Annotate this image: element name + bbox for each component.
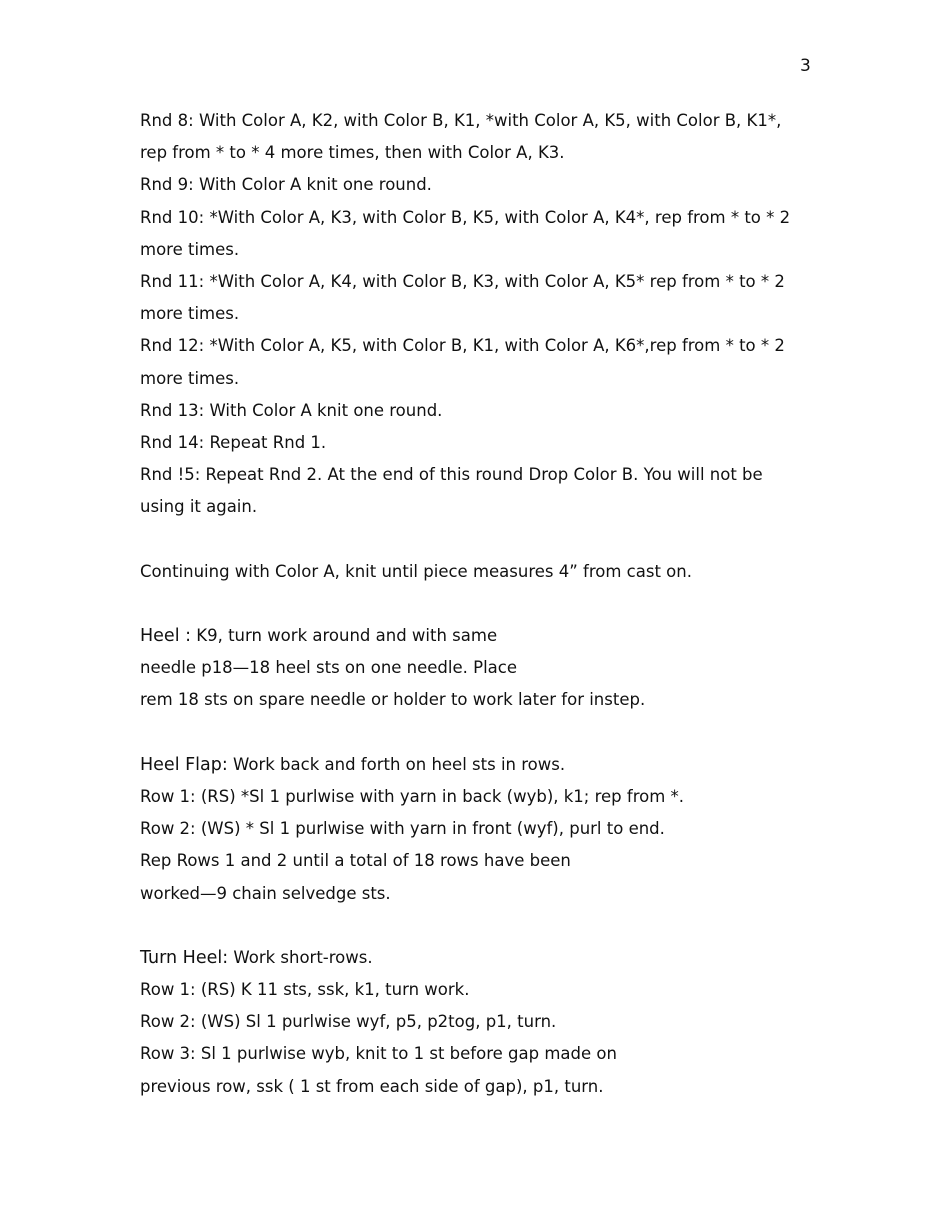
text-line: Row 3: Sl 1 purlwise wyb, knit to 1 st before gap made on	[140, 1044, 617, 1064]
text-line: Rnd 11: *With Color A, K4, with Color B, K3, with Color A, K5* rep from * to * 2	[140, 271, 785, 291]
heel-flap-label: Heel Flap:	[140, 754, 228, 775]
page-number: 3	[800, 56, 811, 76]
text-line: needle p18—18 heel sts on one needle. Place	[140, 658, 517, 678]
text-line: Rep Rows 1 and 2 until a total of 18 rows have been	[140, 851, 571, 871]
turn-heel-label: Turn Heel:	[140, 947, 229, 968]
text-line: rem 18 sts on spare needle or holder to work later for instep.	[140, 690, 646, 710]
section-heading-line	[140, 942, 810, 974]
turn-heel-section	[140, 942, 810, 1103]
paragraph-spacer	[140, 523, 810, 555]
heel-flap-section	[140, 749, 810, 910]
text-line: Rnd 8: With Color A, K2, with Color B, K1, *with Color A, K5, with Color B, K1*,	[140, 111, 782, 130]
text-span: Work short-rows.	[228, 947, 373, 967]
text-line: Row 2: (WS) * Sl 1 purlwise with yarn in front (wyf), purl to end.	[140, 819, 665, 839]
text-line: rep from * to * 4 more times, then with Color A, K3.	[140, 143, 565, 163]
continuing-section	[140, 556, 810, 588]
paragraph-spacer	[140, 910, 810, 942]
text-line: worked—9 chain selvedge sts.	[140, 883, 391, 903]
document-body	[140, 105, 810, 1103]
paragraph-spacer	[140, 588, 810, 620]
text-line: using it again.	[140, 497, 258, 517]
text-line: Rnd 10: *With Color A, K3, with Color B, K5, with Color A, K4*, rep from * to * 2	[140, 207, 791, 227]
paragraph-spacer	[140, 717, 810, 749]
heel-label: Heel :	[140, 626, 192, 646]
text-span: K9, turn work around and with same	[191, 626, 498, 645]
text-line: Rnd 9: With Color A knit one round.	[140, 175, 432, 195]
text-line: Rnd 13: With Color A knit one round.	[140, 400, 443, 420]
text-line: more times.	[140, 368, 240, 388]
text-line: more times.	[140, 304, 240, 324]
text-line: Rnd 14: Repeat Rnd 1.	[140, 432, 327, 452]
text-line: Row 1: (RS) *Sl 1 purlwise with yarn in back (wyb), k1; rep from *.	[140, 786, 685, 806]
text-span: Work back and forth on heel sts in rows.	[227, 754, 566, 774]
text-line: previous row, ssk ( 1 st from each side of gap), p1, turn.	[140, 1076, 604, 1096]
rounds-section	[140, 105, 810, 523]
section-heading-line	[140, 749, 810, 781]
heel-section	[140, 620, 810, 717]
text-line: Continuing with Color A, knit until piece measures 4” from cast on.	[140, 561, 692, 581]
text-line: more times.	[140, 239, 240, 259]
text-line: Row 2: (WS) Sl 1 purlwise wyf, p5, p2tog, p1, turn.	[140, 1012, 557, 1032]
section-heading-line	[140, 620, 810, 652]
text-line: Row 1: (RS) K 11 sts, ssk, k1, turn work.	[140, 980, 470, 1000]
text-line: Rnd !5: Repeat Rnd 2. At the end of this round Drop Color B. You will not be	[140, 465, 763, 485]
text-line: Rnd 12: *With Color A, K5, with Color B, K1, with Color A, K6*,rep from * to * 2	[140, 336, 785, 356]
